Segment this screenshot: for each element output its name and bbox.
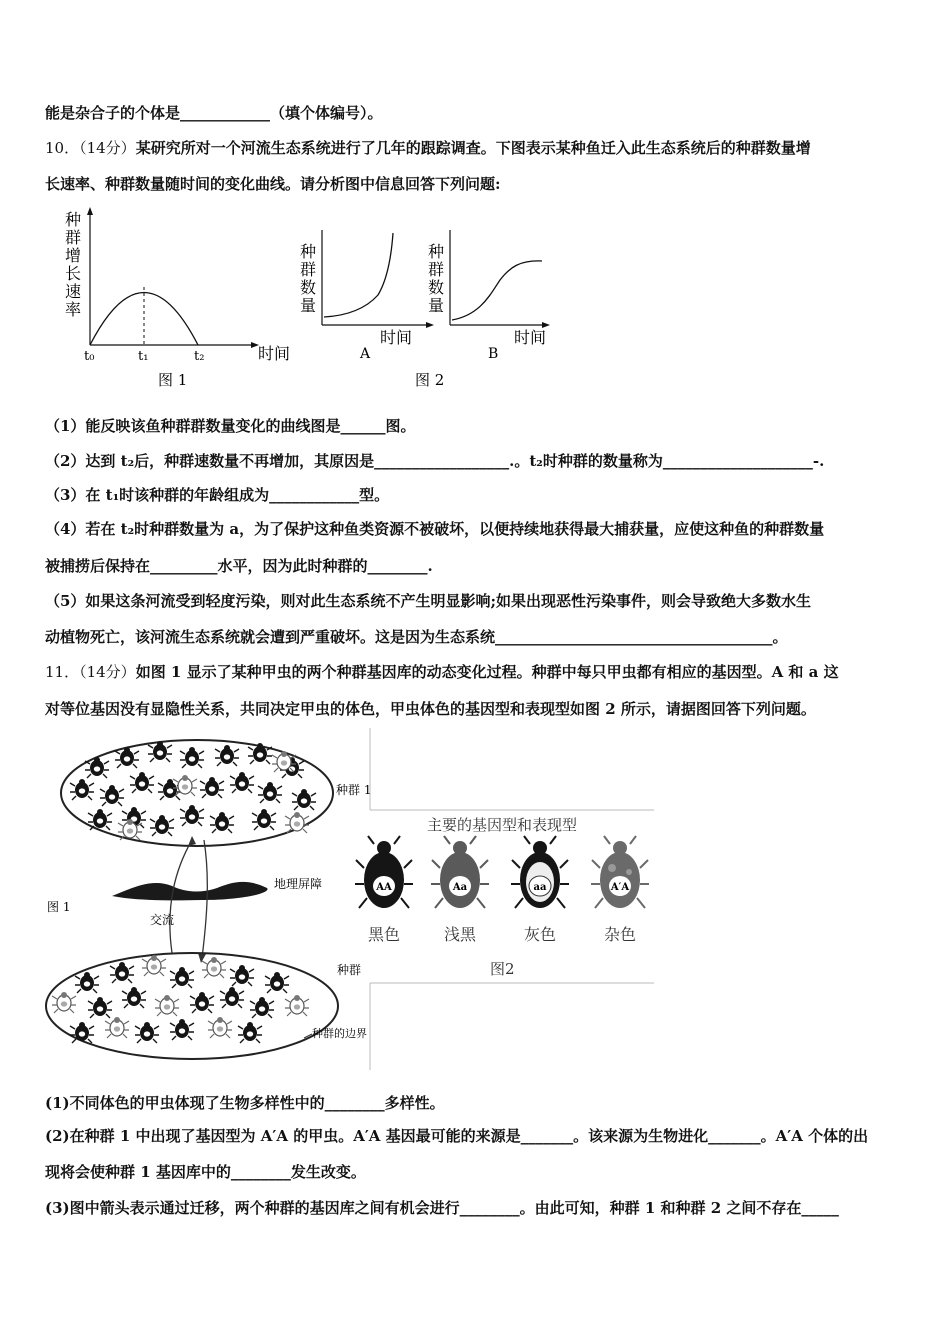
growth-curves-figure [60, 205, 560, 400]
fig1-t2: t₂ [194, 349, 205, 364]
svg-text:增: 增 [65, 246, 82, 265]
question-10-part5-line1: （5）如果这条河流受到轻度污染，则对此生态系统不产生明显影响;如果出现恶性污染事件，则会导致绝大多数水生 [45, 592, 811, 610]
text-line: 能是杂合子的个体是____________（填个体编号）。 [45, 104, 383, 122]
question-10-part4-line2: 被捕捞后保持在_________水平，因为此时种群的________. [45, 557, 433, 575]
fig1-t0: t₀ [84, 349, 95, 364]
fig2a-xlabel: 时间 [380, 328, 413, 347]
fig2-caption: 图2 [490, 960, 515, 978]
fig1-label: 图 1 [47, 900, 71, 914]
fig1-xlabel: 时间 [258, 344, 291, 363]
fig2-label-b: B [488, 346, 499, 362]
barrier-label: 地理屏障 [274, 877, 323, 891]
svg-text:量: 量 [300, 296, 317, 315]
svg-text:A′A: A′A [610, 882, 630, 893]
question-text: 某研究所对一个河流生态系统进行了几年的跟踪调查。下图表示某种鱼迁入此生态系统后的种群数量增 [135, 139, 811, 157]
svg-text:黑色: 黑色 [367, 925, 401, 944]
svg-text:种: 种 [300, 242, 317, 261]
beetle-population-figure [42, 728, 654, 1070]
fig1-caption: 图 1 [158, 371, 188, 389]
question-number: 11．（14分） [45, 663, 136, 681]
svg-text:群: 群 [428, 260, 445, 279]
question-number: 10．（14分） [45, 139, 136, 157]
svg-text:aa: aa [533, 882, 547, 893]
svg-text:长: 长 [65, 264, 82, 283]
population-1-beetles [70, 741, 316, 840]
population-2-label: 种群 [337, 963, 362, 977]
svg-text:率: 率 [65, 300, 82, 319]
boundary-label: 种群的边界 [312, 1027, 367, 1040]
svg-text:Aa: Aa [452, 882, 468, 893]
question-10-part3: （3）在 t₁时该种群的年龄组成为____________型。 [45, 486, 390, 504]
question-10-intro-line2: 长速率、种群数量随时间的变化曲线。请分析图中信息回答下列问题: [45, 175, 501, 193]
exchange-label: 交流 [150, 913, 175, 927]
svg-text:灰色: 灰色 [523, 925, 557, 944]
question-11-part3: (3)图中箭头表示通过迁移，两个种群的基因库之间有机会进行________。由此可知，种群 1 和种群 2 之间不存在_____ [45, 1199, 839, 1217]
question-10-part2: （2）达到 t₂后，种群速数量不再增加，其原因是__________________.。t₂时种群的数量称为____________________-. [45, 452, 825, 470]
fig2b-ylabel [428, 242, 444, 315]
fig2-label-a: A [360, 346, 371, 362]
question-11-intro-line1 [45, 662, 839, 682]
svg-text:浅黑: 浅黑 [443, 925, 477, 944]
question-11-part2-line1: (2)在种群 1 中出现了基因型为 A′A 的甲虫。A′A 基因最可能的来源是_______。该来源为生物进化_______。A′A 个体的出 [45, 1127, 869, 1145]
fig2b-xlabel: 时间 [514, 328, 547, 347]
question-10-part4-line1: （4）若在 t₂时种群数量为 a，为了保护这种鱼类资源不被破坏，以便持续地获得最大捕获量，应使这种鱼的种群数量 [45, 520, 825, 538]
fig2a-curve [324, 233, 393, 317]
question-10-intro-line1 [45, 138, 811, 158]
fig1-t1: t₁ [138, 349, 149, 364]
fig2a-ylabel [300, 242, 316, 315]
fig1-ylabel [65, 210, 81, 319]
question-11-part1: (1)不同体色的甲虫体现了生物多样性中的________多样性。 [45, 1094, 445, 1112]
svg-text:种: 种 [428, 242, 445, 261]
svg-text:AA: AA [376, 882, 392, 893]
svg-text:数: 数 [300, 278, 317, 297]
svg-text:种: 种 [65, 210, 82, 229]
population-1-label: 种群 1 [336, 783, 372, 797]
question-10-part5-line2: 动植物死亡，该河流生态系统就会遭到严重破坏。这是因为生态系统_____________________________________。 [45, 628, 788, 646]
svg-text:数: 数 [428, 278, 445, 297]
genotype-beetles [355, 836, 649, 908]
fig2-caption: 图 2 [415, 371, 445, 389]
question-10-part1: （1）能反映该鱼种群群数量变化的曲线图是______图。 [45, 417, 416, 435]
fig2b-curve [452, 261, 542, 320]
phenotype-labels [368, 925, 636, 944]
svg-text:杂色: 杂色 [603, 925, 637, 944]
question-11-part2-line2: 现将会使种群 1 基因库中的________发生改变。 [45, 1163, 366, 1181]
question-11-intro-line2: 对等位基因没有显隐性关系，共同决定甲虫的体色，甲虫体色的基因型和表现型如图 2 所示，请据图回答下列问题。 [45, 700, 816, 718]
svg-text:群: 群 [300, 260, 317, 279]
geographic-barrier [112, 882, 268, 900]
svg-text:群: 群 [65, 228, 82, 247]
svg-text:速: 速 [65, 282, 82, 301]
svg-text:量: 量 [428, 296, 445, 315]
question-text: 如图 1 显示了某种甲虫的两个种群基因库的动态变化过程。种群中每只甲虫都有相应的基因型。A 和 a 这 [135, 663, 839, 681]
fig2-title: 主要的基因型和表现型 [427, 816, 578, 834]
